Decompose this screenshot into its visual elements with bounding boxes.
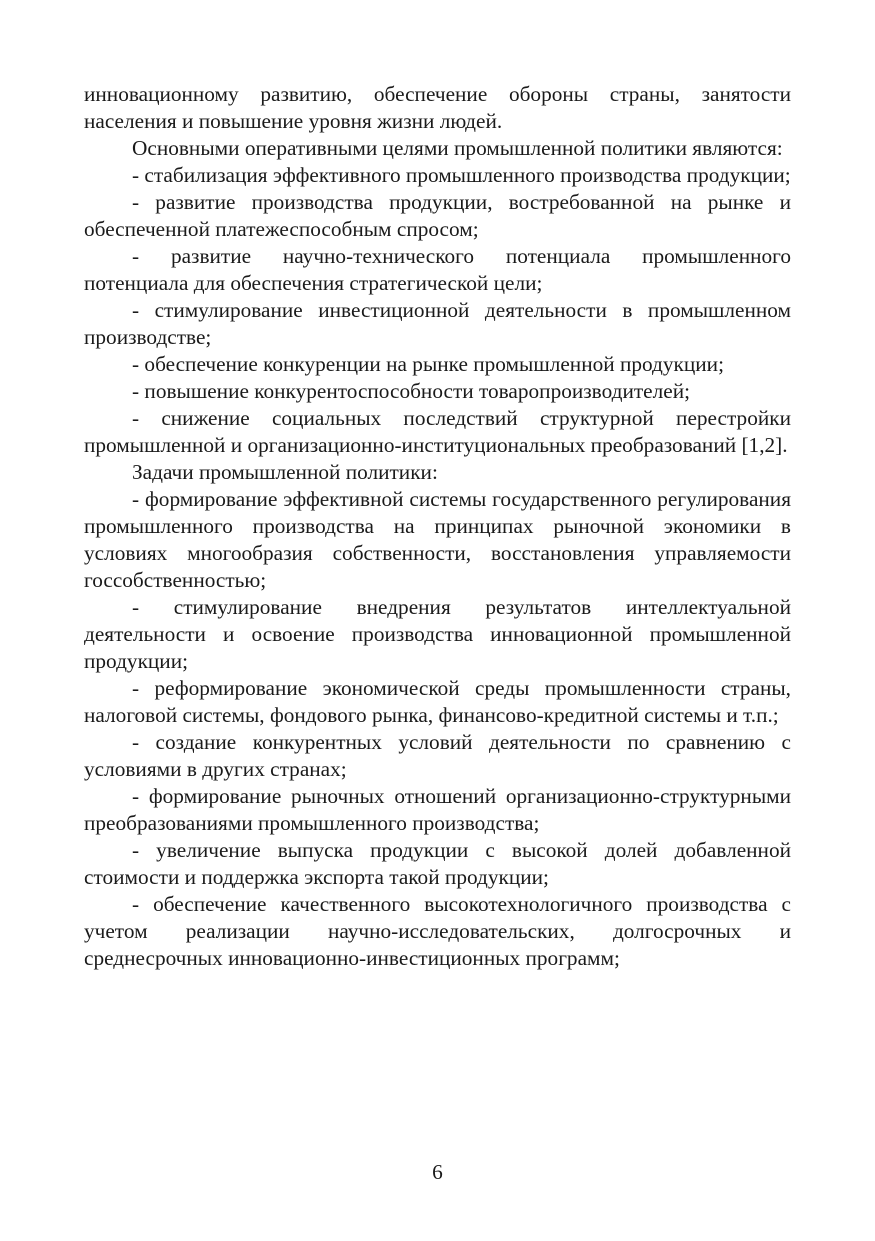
document-body [84, 81, 791, 972]
page-number: 6 [432, 1160, 443, 1184]
list-item: - формирование эффективной системы государственного регулирования промышленного производства на принципах рыночной экономики в условиях многообразия собственности, восстановления управляемости госсобственностью; [84, 487, 791, 592]
paragraph: Основными оперативными целями промышленной политики являются: [132, 136, 783, 160]
list-item: - развитие научно-технического потенциала промышленного потенциала для обеспечения стратегической цели; [84, 244, 791, 295]
list-item: - развитие производства продукции, востребованной на рынке и обеспеченной платежеспособным спросом; [84, 190, 791, 241]
list-item: - обеспечение качественного высокотехнологичного производства с учетом реализации научно-исследовательских, долгосрочных и среднесрочных инновационно-инвестиционных программ; [84, 892, 791, 970]
paragraph: инновационному развитию, обеспечение обороны страны, занятости населения и повышение уровня жизни людей. [84, 82, 791, 133]
list-item: - стимулирование внедрения результатов интеллектуальной деятельности и освоение производства инновационной промышленной продукции; [84, 595, 791, 673]
list-item: - увеличение выпуска продукции с высокой долей добавленной стоимости и поддержка экспорта такой продукции; [84, 838, 791, 889]
list-item: - стимулирование инвестиционной деятельности в промышленном производстве; [84, 298, 791, 349]
list-item: - обеспечение конкуренции на рынке промышленной продукции; [132, 352, 724, 376]
list-item: - стабилизация эффективного промышленного производства продукции; [132, 163, 791, 187]
list-item: - создание конкурентных условий деятельности по сравнению с условиями в других странах; [84, 730, 791, 781]
list-item: - снижение социальных последствий структурной перестройки промышленной и организационно-институциональных преобразований [1,2]. [84, 406, 791, 457]
list-item: - формирование рыночных отношений организационно-структурными преобразованиями промышленного производства; [84, 784, 791, 835]
list-item: - реформирование экономической среды промышленности страны, налоговой системы, фондового рынка, финансово-кредитной системы и т.п.; [84, 676, 791, 727]
list-item: - повышение конкурентоспособности товаропроизводителей; [132, 379, 691, 403]
section-heading: Задачи промышленной политики: [132, 460, 438, 484]
